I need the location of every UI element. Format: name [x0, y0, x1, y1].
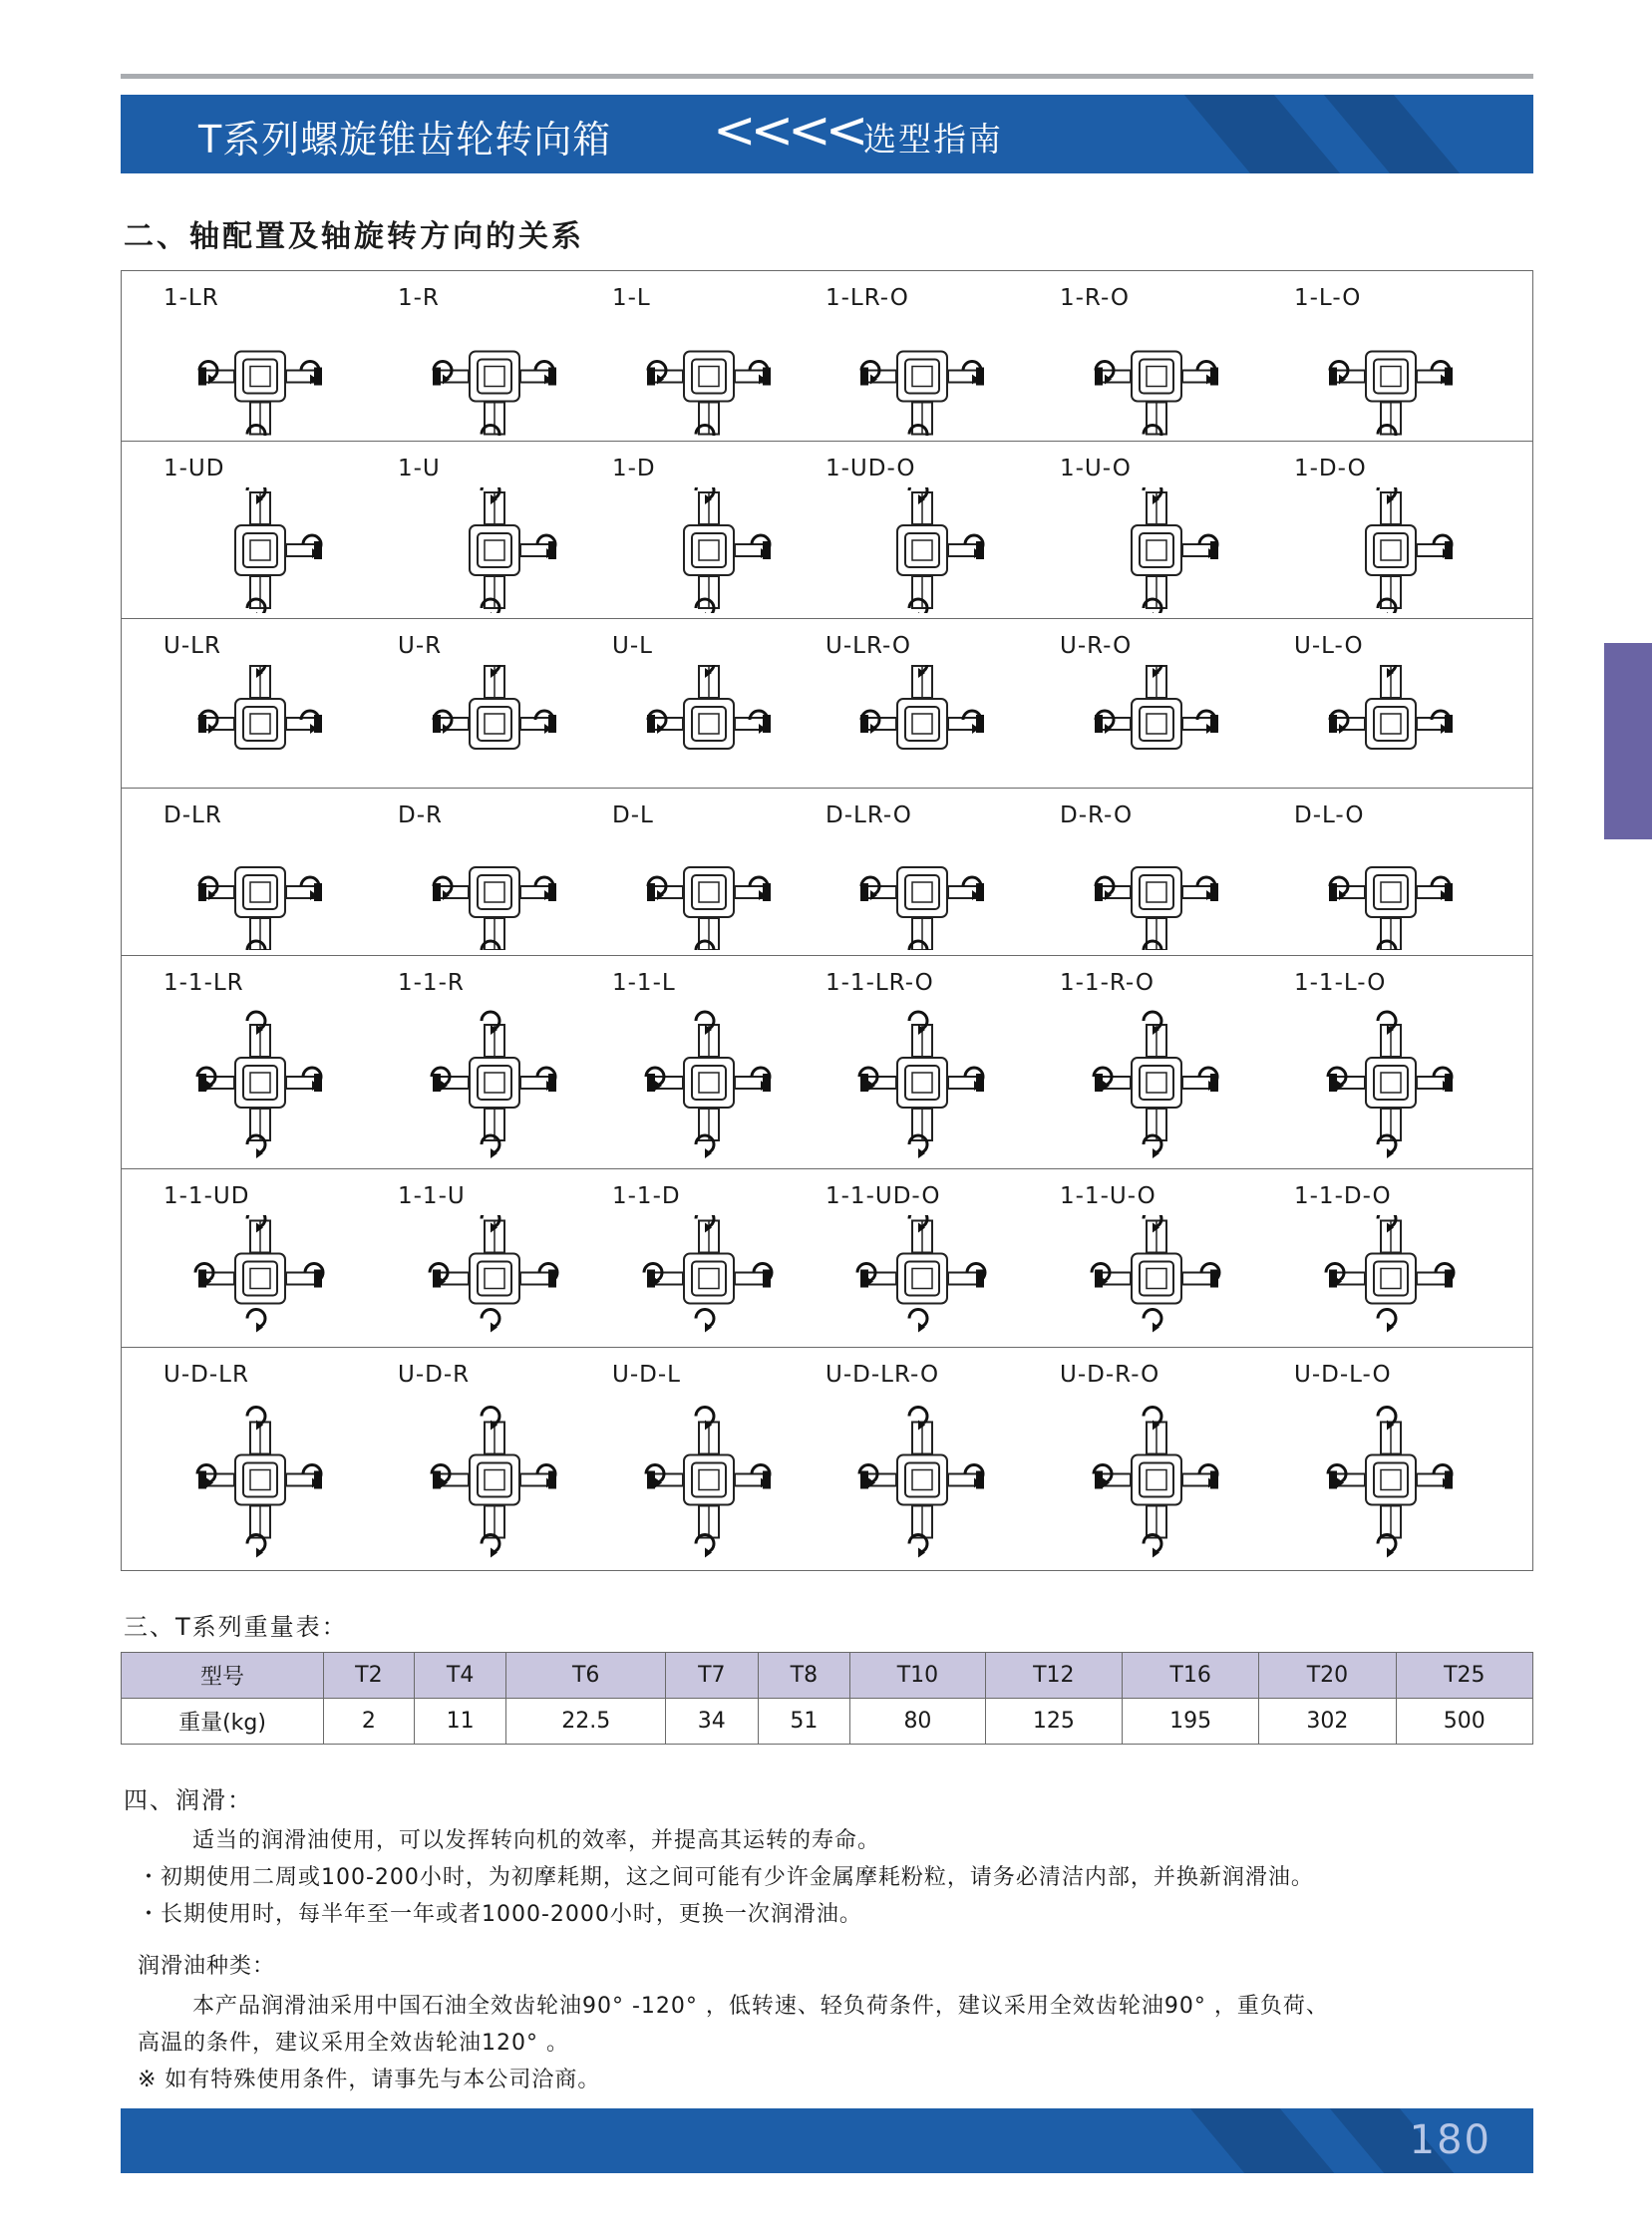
weight-cell: 125 — [985, 1699, 1122, 1745]
config-label: 1-UD-O — [826, 456, 916, 481]
config-row — [122, 442, 1532, 619]
config-label: 1-1-UD-O — [826, 1183, 941, 1209]
config-label: D-LR-O — [826, 802, 912, 828]
config-cell — [164, 619, 383, 788]
gearbox-diagram-icon — [185, 834, 335, 950]
model-cell: T10 — [850, 1653, 986, 1699]
gearbox-diagram-icon — [420, 665, 569, 783]
model-cell: T12 — [985, 1653, 1122, 1699]
config-label: 1-R — [398, 285, 440, 311]
gearbox-diagram-icon — [634, 1394, 784, 1566]
config-cell — [164, 789, 383, 955]
gearbox-diagram-icon — [420, 487, 569, 613]
config-cell — [1060, 789, 1279, 955]
config-cell — [612, 789, 831, 955]
config-label: 1-UD — [164, 456, 225, 481]
model-cell: T2 — [324, 1653, 415, 1699]
config-label: 1-LR — [164, 285, 219, 311]
model-header-cell: 型号 — [122, 1653, 324, 1699]
config-cell — [398, 1348, 617, 1572]
config-label: 1-LR-O — [826, 285, 909, 311]
config-label: 1-U-O — [1060, 456, 1132, 481]
config-cell — [164, 956, 383, 1168]
gearbox-diagram-icon — [1082, 665, 1231, 783]
config-cell — [398, 619, 617, 788]
lubrication-bullet-2: ・长期使用时，每半年至一年或者1000-2000小时，更换一次润滑油。 — [138, 1902, 862, 1927]
weight-cell: 80 — [850, 1699, 986, 1745]
config-label: 1-1-D-O — [1294, 1183, 1392, 1209]
gearbox-diagram-icon — [1082, 834, 1231, 950]
gearbox-diagram-icon — [1082, 487, 1231, 613]
model-cell: T7 — [666, 1653, 759, 1699]
footer-shade — [1190, 2108, 1335, 2173]
config-cell — [398, 956, 617, 1168]
config-cell — [826, 271, 1045, 441]
shaft-configuration-grid — [121, 270, 1533, 1571]
model-cell: T16 — [1122, 1653, 1258, 1699]
weight-header-cell: 重量(kg) — [122, 1699, 324, 1745]
gearbox-diagram-icon — [1082, 317, 1231, 436]
config-label: 1-1-U — [398, 1183, 466, 1209]
gearbox-diagram-icon — [634, 317, 784, 436]
gearbox-diagram-icon — [1082, 1394, 1231, 1566]
gearbox-diagram-icon — [1316, 665, 1466, 783]
special-conditions-note: ※ 如有特殊使用条件，请事先与本公司洽商。 — [138, 2068, 601, 2092]
model-cell: T6 — [506, 1653, 666, 1699]
config-label: D-LR — [164, 802, 222, 828]
config-cell — [612, 1348, 831, 1572]
config-cell — [164, 1348, 383, 1572]
weight-cell: 500 — [1396, 1699, 1532, 1745]
gearbox-diagram-icon — [185, 1002, 335, 1163]
gearbox-diagram-icon — [847, 834, 997, 950]
config-cell — [1294, 619, 1513, 788]
config-label: U-L-O — [1294, 633, 1364, 659]
config-label: U-D-L — [612, 1362, 681, 1388]
config-cell — [826, 1169, 1045, 1347]
weight-table-header-row — [122, 1653, 1533, 1699]
gearbox-diagram-icon — [185, 487, 335, 613]
gearbox-diagram-icon — [847, 1215, 997, 1342]
config-label: 1-U — [398, 456, 441, 481]
gearbox-diagram-icon — [847, 665, 997, 783]
config-cell — [398, 1169, 617, 1347]
gearbox-diagram-icon — [420, 317, 569, 436]
gearbox-diagram-icon — [1316, 834, 1466, 950]
banner-shade — [1324, 95, 1460, 173]
gearbox-diagram-icon — [634, 1215, 784, 1342]
weight-cell: 11 — [414, 1699, 506, 1745]
gearbox-diagram-icon — [1082, 1215, 1231, 1342]
section2-heading: 二、轴配置及轴旋转方向的关系 — [124, 219, 584, 254]
config-label: U-D-LR — [164, 1362, 249, 1388]
gearbox-diagram-icon — [847, 1002, 997, 1163]
config-cell — [612, 271, 831, 441]
config-label: U-D-L-O — [1294, 1362, 1392, 1388]
model-cell: T25 — [1396, 1653, 1532, 1699]
config-row — [122, 619, 1532, 789]
config-cell — [164, 271, 383, 441]
config-cell — [612, 619, 831, 788]
config-cell — [398, 271, 617, 441]
config-cell — [1294, 1169, 1513, 1347]
model-cell: T20 — [1259, 1653, 1396, 1699]
config-cell — [164, 442, 383, 618]
chevrons-icon: <<<< — [713, 101, 863, 160]
config-cell — [826, 619, 1045, 788]
gearbox-diagram-icon — [634, 665, 784, 783]
gearbox-diagram-icon — [1082, 1002, 1231, 1163]
config-cell — [164, 1169, 383, 1347]
page-subtitle: 选型指南 — [863, 120, 1003, 159]
header-banner — [121, 95, 1533, 173]
config-label: 1-1-R — [398, 970, 465, 996]
gearbox-diagram-icon — [847, 1394, 997, 1566]
config-cell — [1294, 956, 1513, 1168]
config-label: 1-D-O — [1294, 456, 1367, 481]
gearbox-diagram-icon — [185, 317, 335, 436]
gearbox-diagram-icon — [847, 317, 997, 436]
weight-table — [121, 1652, 1533, 1745]
page-title: T系列螺旋锥齿轮转向箱 — [198, 118, 612, 161]
config-cell — [1060, 271, 1279, 441]
gearbox-diagram-icon — [1316, 1215, 1466, 1342]
weight-cell: 195 — [1122, 1699, 1258, 1745]
config-cell — [1294, 789, 1513, 955]
config-cell — [1294, 442, 1513, 618]
page-number: 180 — [1409, 2117, 1491, 2163]
lubrication-intro: 适当的润滑油使用，可以发挥转向机的效率，并提高其运转的寿命。 — [192, 1828, 881, 1853]
config-label: U-LR — [164, 633, 221, 659]
config-label: U-D-R — [398, 1362, 471, 1388]
config-cell — [1060, 1169, 1279, 1347]
config-label: 1-1-LR-O — [826, 970, 934, 996]
config-cell — [826, 442, 1045, 618]
config-label: 1-1-U-O — [1060, 1183, 1156, 1209]
config-label: U-R — [398, 633, 443, 659]
config-cell — [398, 789, 617, 955]
config-label: 1-1-L — [612, 970, 676, 996]
config-cell — [1060, 442, 1279, 618]
weight-cell: 34 — [666, 1699, 759, 1745]
config-cell — [1060, 1348, 1279, 1572]
config-cell — [1294, 271, 1513, 441]
config-cell — [1294, 1348, 1513, 1572]
banner-shade — [1184, 95, 1340, 173]
gearbox-diagram-icon — [634, 487, 784, 613]
header-rule — [121, 74, 1533, 79]
gearbox-diagram-icon — [1316, 1002, 1466, 1163]
config-label: 1-1-D — [612, 1183, 681, 1209]
config-row — [122, 789, 1532, 956]
side-tab — [1604, 643, 1652, 839]
gearbox-diagram-icon — [420, 834, 569, 950]
section4-heading: 四、润滑： — [124, 1786, 253, 1814]
config-cell — [612, 956, 831, 1168]
config-label: 1-D — [612, 456, 656, 481]
config-label: 1-L-O — [1294, 285, 1362, 311]
lubrication-bullet-1: ・初期使用二周或100-200小时，为初摩耗期，这之间可能有少许金属摩耗粉粒，请务必清洁内部，并换新润滑油。 — [138, 1865, 1314, 1890]
config-cell — [612, 1169, 831, 1347]
gearbox-diagram-icon — [1316, 317, 1466, 436]
weight-cell: 2 — [324, 1699, 415, 1745]
oil-type-text-2: 高温的条件，建议采用全效齿轮油120° 。 — [138, 2031, 569, 2056]
weight-cell: 51 — [758, 1699, 850, 1745]
gearbox-diagram-icon — [1316, 487, 1466, 613]
gearbox-diagram-icon — [420, 1002, 569, 1163]
model-cell: T4 — [414, 1653, 506, 1699]
config-label: 1-1-UD — [164, 1183, 250, 1209]
config-row — [122, 1169, 1532, 1348]
weight-cell: 302 — [1259, 1699, 1396, 1745]
config-label: D-L — [612, 802, 654, 828]
config-label: 1-1-R-O — [1060, 970, 1155, 996]
gearbox-diagram-icon — [634, 1002, 784, 1163]
config-cell — [398, 442, 617, 618]
config-row — [122, 271, 1532, 442]
gearbox-diagram-icon — [185, 1394, 335, 1566]
gearbox-diagram-icon — [420, 1394, 569, 1566]
config-cell — [826, 1348, 1045, 1572]
gearbox-diagram-icon — [420, 1215, 569, 1342]
weight-table-value-row — [122, 1699, 1533, 1745]
oil-type-heading: 润滑油种类： — [138, 1954, 276, 1979]
gearbox-diagram-icon — [185, 1215, 335, 1342]
config-row — [122, 956, 1532, 1169]
config-label: 1-1-LR — [164, 970, 244, 996]
config-label: 1-L — [612, 285, 651, 311]
config-label: U-R-O — [1060, 633, 1133, 659]
config-cell — [1060, 619, 1279, 788]
config-label: D-R-O — [1060, 802, 1134, 828]
config-label: D-L-O — [1294, 802, 1365, 828]
config-label: U-L — [612, 633, 653, 659]
config-cell — [826, 789, 1045, 955]
section3-heading: 三、T系列重量表： — [124, 1613, 348, 1641]
config-row — [122, 1348, 1532, 1572]
config-label: 1-1-L-O — [1294, 970, 1387, 996]
weight-cell: 22.5 — [506, 1699, 666, 1745]
oil-type-text-1: 本产品润滑油采用中国石油全效齿轮油90° -120° ，低转速、轻负荷条件，建议采用全效齿轮油90° ，重负荷、 — [192, 1994, 1329, 2019]
gearbox-diagram-icon — [634, 834, 784, 950]
config-label: U-D-R-O — [1060, 1362, 1160, 1388]
gearbox-diagram-icon — [185, 665, 335, 783]
config-label: U-D-LR-O — [826, 1362, 940, 1388]
gearbox-diagram-icon — [847, 487, 997, 613]
config-cell — [612, 442, 831, 618]
gearbox-diagram-icon — [1316, 1394, 1466, 1566]
footer-banner — [121, 2108, 1533, 2173]
config-cell — [826, 956, 1045, 1168]
model-cell: T8 — [758, 1653, 850, 1699]
config-label: D-R — [398, 802, 443, 828]
config-label: 1-R-O — [1060, 285, 1131, 311]
config-label: U-LR-O — [826, 633, 912, 659]
config-cell — [1060, 956, 1279, 1168]
